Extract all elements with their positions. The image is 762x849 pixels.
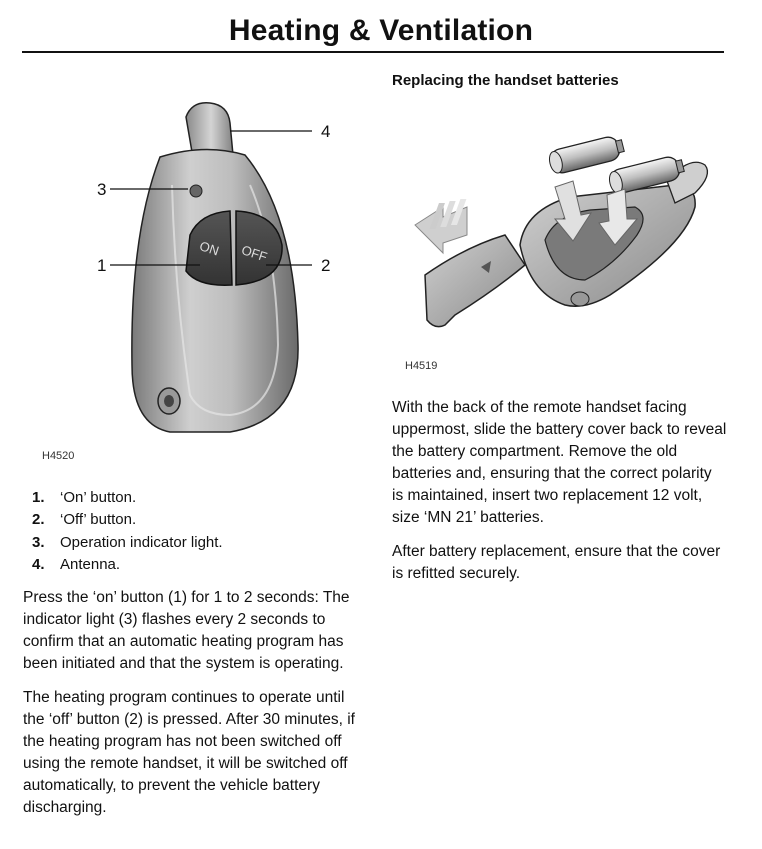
battery-replacement-illustration — [405, 115, 730, 340]
legend-item: 2. ‘Off’ button. — [32, 511, 137, 529]
figure-label-right: H4519 — [405, 360, 438, 372]
battery-replacement-figure — [405, 115, 730, 340]
title-rule — [22, 51, 724, 53]
page-title: Heating & Ventilation — [228, 14, 534, 47]
remote-handset-figure — [80, 95, 360, 445]
legend-item: 3. Operation indicator light. — [32, 533, 223, 551]
left-paragraph-2: The heating program continues to operate until the ‘off’ button (2) is pressed. After 30 minutes, if the heating program has not been switched off using the remote handset, it will be switched off automatically, to prevent the vehicle battery discharging. — [23, 689, 355, 816]
off-button-label: OFF — [239, 242, 270, 265]
section-heading: Replacing the handset batteries — [392, 72, 619, 89]
legend-item: 4. Antenna. — [32, 555, 121, 573]
callout-4: 4 — [321, 122, 331, 141]
on-button-label: ON — [197, 238, 221, 259]
legend-item: 1. ‘On’ button. — [32, 489, 137, 506]
legend-list — [32, 487, 223, 576]
right-paragraph-1: With the back of the remote handset facing uppermost, slide the battery cover back to reveal the battery compartment. Remove the old batteries and, ensuring that the correct polarity is maintained, insert two replacement 12 volt, size ‘MN 21’ batteries. — [392, 399, 727, 526]
figure-label-left: H4520 — [42, 450, 75, 462]
callout-2: 2 — [321, 256, 331, 275]
callout-3: 3 — [97, 180, 107, 199]
remote-handset-illustration — [80, 95, 360, 445]
left-paragraph-1: Press the ‘on’ button (1) for 1 to 2 seconds: The indicator light (3) flashes every 2 seconds to confirm that an automatic heating program has been initiated and that the system is operating. — [23, 589, 350, 672]
right-paragraph-2: After battery replacement, ensure that the cover is refitted securely. — [392, 543, 721, 582]
callout-1: 1 — [97, 256, 107, 275]
